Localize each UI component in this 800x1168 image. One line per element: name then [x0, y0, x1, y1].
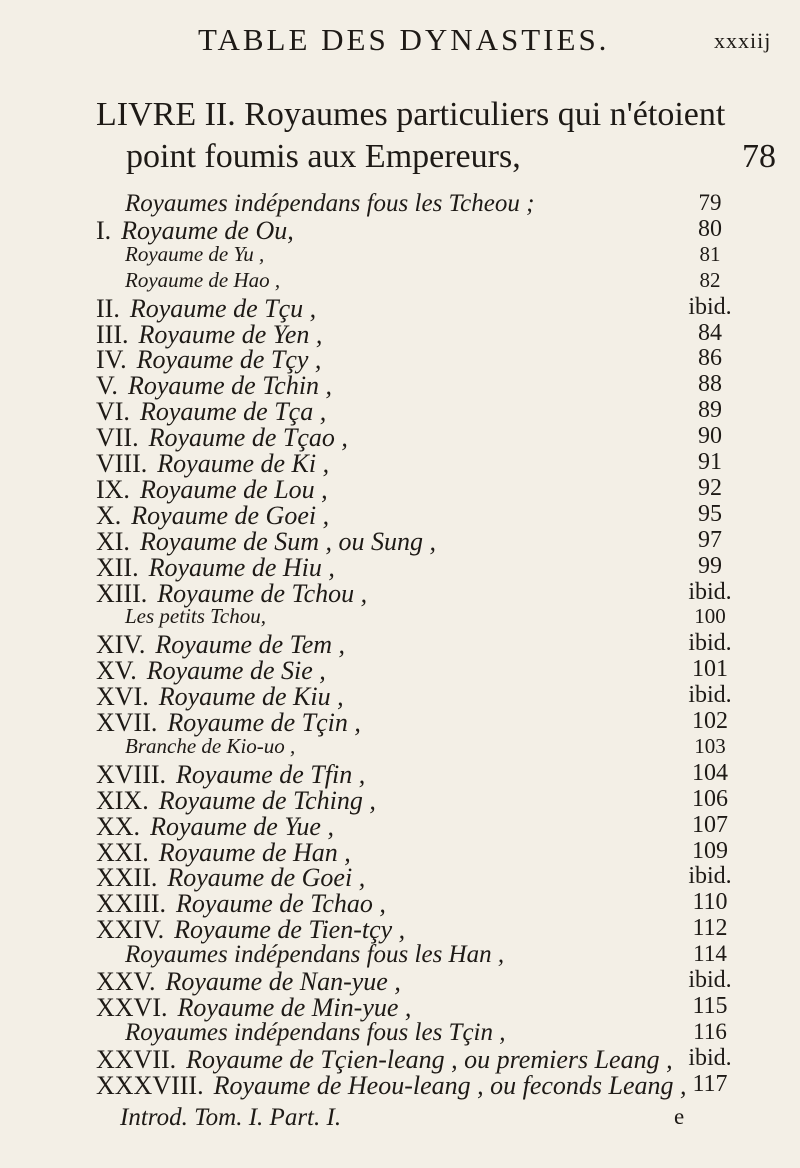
entry-label: Royaume de Tçy ,: [136, 345, 322, 375]
entry-page: 80: [698, 215, 722, 242]
entry-page: 103: [694, 733, 726, 758]
entry-page: 92: [698, 474, 722, 501]
entry-page: 110: [692, 889, 728, 916]
heading-line-1: LIVRE II. Royaumes particuliers qui n'étoient: [96, 96, 726, 133]
entry-numeral: X.: [96, 500, 122, 530]
entry-numeral: IX.: [96, 474, 130, 504]
entry-label: Royaume de Sum , ou Sung ,: [139, 526, 436, 556]
entry-page: 90: [698, 423, 722, 450]
entry-numeral: XXII.: [96, 863, 158, 893]
entry-label: Royaume de Tçien-leang , ou premiers Leang ,: [186, 1044, 673, 1074]
entry-label: Royaume de Ki ,: [157, 449, 330, 478]
entry-label: Royaume de Tçu ,: [129, 293, 317, 323]
entry-label: Royaume de Hao ,: [125, 267, 281, 292]
entry-label: Royaume de Nan-yue ,: [165, 967, 401, 996]
entry-numeral: I.: [96, 215, 112, 245]
entry-label: Royaume de Tçin ,: [167, 708, 361, 737]
entry-numeral: XXVI.: [96, 992, 168, 1022]
entry-page: ibid.: [688, 578, 732, 605]
entry-page: ibid.: [688, 293, 732, 320]
entry-numeral: XII.: [96, 552, 139, 582]
entry-page: 84: [698, 319, 722, 346]
entry-page: 82: [699, 267, 721, 292]
entry-label: Royaume de Yue ,: [150, 811, 334, 841]
entry-label: Branche de Kio-uo ,: [125, 733, 296, 758]
footer-mark: e: [674, 1104, 685, 1129]
entry-numeral: XI.: [96, 526, 130, 556]
section-heading: [96, 94, 776, 178]
entry-page: 116: [693, 1018, 727, 1044]
entry-page: 81: [699, 241, 721, 266]
entry-numeral: XV.: [96, 656, 137, 686]
entry-page: 104: [692, 759, 728, 786]
entry-label: Royaume de Tchou ,: [157, 578, 368, 608]
entry-numeral: XVI.: [96, 682, 149, 712]
entry-page: ibid.: [688, 863, 732, 890]
entry-page: ibid.: [688, 682, 732, 709]
entry-numeral: XXI.: [96, 837, 149, 867]
header-page-number: xxxiij: [714, 28, 772, 53]
toc-entry: [96, 1071, 800, 1101]
heading-line-2-text: point foumis aux Empereurs,: [126, 138, 521, 175]
entry-numeral: VII.: [96, 423, 139, 453]
running-header: [0, 22, 800, 62]
entry-page: 114: [693, 941, 727, 967]
entry-page: ibid.: [688, 967, 732, 993]
entry-numeral: VI.: [96, 397, 130, 427]
entry-page: 86: [698, 345, 722, 372]
entry-label: Royaume de Goei ,: [131, 500, 330, 530]
entry-label: Royaume de Tçao ,: [148, 423, 348, 453]
entry-page: 106: [692, 785, 728, 812]
entry-numeral: XVIII.: [96, 759, 167, 789]
entry-numeral: XXV.: [96, 967, 156, 996]
entry-numeral: XX.: [96, 811, 141, 841]
entry-label: Royaume de Goei ,: [167, 863, 366, 893]
entry-numeral: II.: [96, 293, 120, 323]
entry-label: Royaume de Lou ,: [139, 474, 328, 504]
entry-label: Royaume de Han ,: [158, 837, 351, 867]
heading-line-2: [96, 136, 776, 178]
entry-page: 99: [698, 552, 722, 579]
entry-label: Royaume de Heou-leang , ou feconds Leang ,: [213, 1070, 687, 1100]
entry-numeral: XXXVIII.: [96, 1070, 204, 1100]
entry-label: Royaume de Yu ,: [125, 241, 265, 266]
entry-page: 100: [694, 604, 726, 629]
page-footer: [0, 1104, 800, 1136]
entry-page: 102: [692, 708, 728, 734]
entry-page: 97: [698, 526, 722, 553]
entry-label: Royaume de Yen ,: [138, 319, 323, 349]
entry-numeral: XIII.: [96, 578, 148, 608]
entry-page: 95: [698, 500, 722, 527]
entry-numeral: XIX.: [96, 785, 149, 815]
entry-page: 88: [698, 371, 722, 398]
heading-page: 78: [742, 138, 776, 175]
entry-label: Royaume de Kiu ,: [158, 682, 344, 712]
entry-label: Royaume de Tfin ,: [176, 759, 366, 789]
entry-numeral: IV.: [96, 345, 127, 375]
entry-page: 91: [698, 449, 722, 475]
entry-page: 112: [692, 915, 728, 942]
entry-numeral: III.: [96, 319, 129, 349]
entry-label: Royaume de Min-yue ,: [177, 992, 412, 1022]
footer-signature: Introd. Tom. I. Part. I.: [120, 1104, 342, 1131]
entry-page: ibid.: [688, 1044, 732, 1071]
entry-label: Les petits Tchou,: [125, 604, 266, 629]
entry-numeral: XXVII.: [96, 1044, 177, 1074]
entry-page: 101: [692, 656, 728, 683]
entry-numeral: XXIV.: [96, 915, 165, 945]
header-title: TABLE DES DYNASTIES.: [198, 22, 610, 57]
entry-numeral: XVII.: [96, 708, 158, 737]
entry-label: Royaume de Tchin ,: [127, 371, 333, 401]
entry-page: 107: [692, 811, 728, 838]
entry-label: Royaume de Sie ,: [146, 656, 326, 686]
entry-label: Royaume de Ou,: [121, 215, 294, 245]
entry-page: 115: [692, 992, 728, 1019]
entry-numeral: VIII.: [96, 449, 148, 478]
entry-label: Royaume de Tien-tçy ,: [174, 915, 406, 945]
entry-numeral: V.: [96, 371, 118, 401]
entry-label: Royaume de Tça ,: [139, 397, 327, 427]
entry-page: 79: [698, 190, 722, 215]
entry-label: Royaume de Tem ,: [155, 630, 346, 660]
entry-label: Royaume de Tchao ,: [176, 889, 386, 919]
entry-page: ibid.: [688, 630, 732, 657]
entry-page: 109: [692, 837, 728, 864]
entry-numeral: XXIII.: [96, 889, 167, 919]
entry-label: Royaume de Tching ,: [158, 785, 376, 815]
entry-label: Royaume de Hiu ,: [148, 552, 335, 582]
entry-page: 117: [692, 1070, 728, 1097]
entry-label: Royaumes indépendans fous les Tcheou ;: [125, 190, 535, 217]
entry-page: 89: [698, 397, 722, 424]
entry-label: Royaumes indépendans fous les Tçin ,: [125, 1018, 506, 1046]
entry-numeral: XIV.: [96, 630, 146, 660]
entry-label: Royaumes indépendans fous les Han ,: [125, 941, 505, 969]
